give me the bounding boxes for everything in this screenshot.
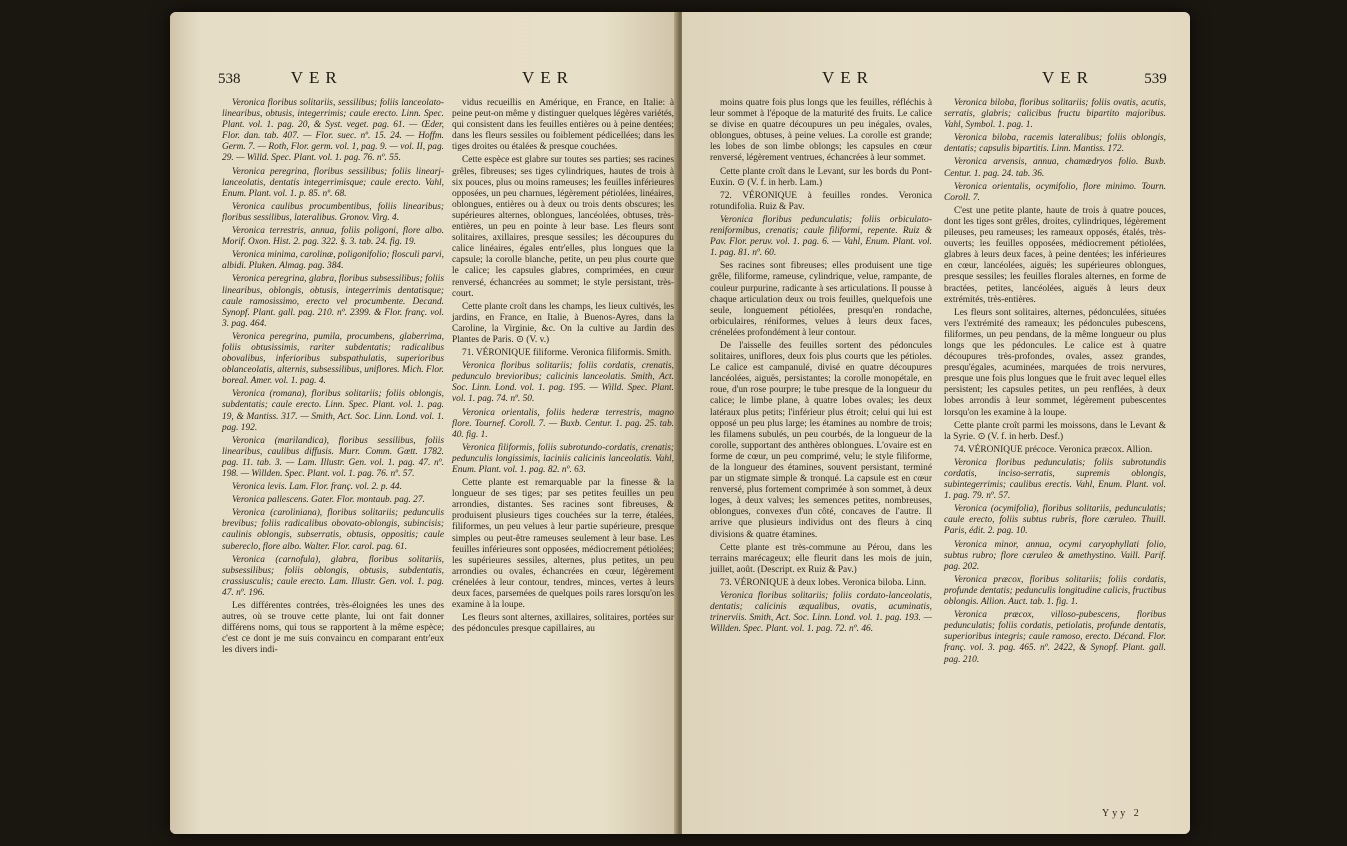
- paragraph: Cette plante croît dans les champs, les lieux cultivés, les jardins, en France, en Italie, à Buenos-Ayres, dans la Caroline, la Virginie, &c. On la cultive au Jardin des Plantes de Paris. ⊙ (V. v.): [452, 301, 674, 345]
- paragraph: Veronica (romana), floribus solitariis; foliis oblongis, subdentatis; caule erecto. Linn. Spec. Plant. vol. 1. pag. 19, & Mantiss. 317. — Smith, Act. Soc. Linn. Lond. vol. 1. pag. 192.: [222, 389, 444, 433]
- paragraph: Cette plante est remarquable par la finesse & la longueur de ses tiges; par ses petites feuilles un peu arrondies, distantes. Ses racines sont fibreuses, & produisent plusieurs tiges couchées sur la terre, étalées, filiformes, un peu velues à leur partie supérieure, presque simples ou peut-être rameuses seulement à leur base. Les feuilles inférieures sont opposées, médiocrement pétiolées; les supérieures sessiles, alternes, plus petites, un peu arrondies ou ovales, échancrées en cœur, légèrement crénelées à leur contour, tendres, minces, vertes à leurs deux faces, parsemées de quelques poils rares lorsqu'on les examine à la loupe.: [452, 478, 674, 611]
- paragraph: Cette plante croît parmi les moissons, dans le Levant & la Syrie. ⊙ (V. f. in herb. Desf.): [944, 420, 1166, 442]
- paragraph: Veronica floribus solitariis; foliis cordato-lanceolatis, dentatis; calicinis æqualibus, ovatis, acuminatis, trinerviis. Smith, Act. Soc. Linn. Lond. vol. 1. pag. 193. — Willden. Spec. Plant. vol. 1. pag. 72. nº. 46.: [710, 591, 932, 635]
- paragraph: Cette plante est très-commune au Pérou, dans les terrains marécageux; elle fleurit dans les mois de juin, juillet, août. (Descript. ex Ruiz & Pav.): [710, 542, 932, 575]
- paragraph: 74. VÉRONIQUE précoce. Veronica præcox. Allion.: [954, 444, 1153, 455]
- paragraph: De l'aisselle des feuilles sortent des pédoncules solitaires, uniflores, deux fois plus courts que les pétioles. Le calice est campanulé, divisé en quatre découpures lancéolées, aiguës, persistantes; la corolle monopétale, en roue, d'un rose pourpre; le tube presque de la longueur du calice; le limbe plane, à quatre lobes ovales; les deux latéraux plus petits; l'inférieur plus étroit; celui qui lui est opposé un peu plus large; les étamines au nombre de trois; les filamens subulés, un peu courbés, de la longueur de la corolle, supportant des anthères oblongues. L'ovaire est en forme de cœur, un peu comprimé, velu; le style filiforme, de la longueur des étamines, souvent persistant, terminé par un stigmate simple & tronqué. La capsule est en cœur renversé, plus fortement comprimée à son sommet, à deux loges, à deux valves; les semences petites, nombreuses, oblongues, convexes d'un côté, concaves de l'autre. Il arrive que plusieurs individus ont des fleurs à cinq divisions & quatre étamines.: [710, 340, 932, 540]
- paragraph: C'est une petite plante, haute de trois à quatre pouces, dont les tiges sont grêles, droites, cylindriques, légèrement pileuses, peu rameuses; les rameaux opposés, étalés, très-ouverts; les feuilles opposées, médiocrement pétiolées, glabres à leurs deux faces, à peine dentées; les inférieures en cœur, lancéolées, aiguës; les supérieures oblongues, presque sessiles; les feuilles florales alternes, en forme de bractées, petites, lancéolées, aiguës à leurs deux extrémités, très-entières.: [944, 205, 1166, 305]
- paragraph: Veronica floribus pedunculatis; foliis orbiculato-reniformibus, crenatis; caule filiformi, repente. Ruiz & Pav. Flor. peruv. vol. 1. pag. 6. — Vahl, Enum. Plant. vol. 1. pag. 81. nº. 60.: [710, 214, 932, 259]
- paragraph: Veronica levis. Lam. Flor. franç. vol. 2. p. 44.: [232, 482, 402, 493]
- paragraph: Veronica biloba, racemis lateralibus; foliis oblongis, dentatis; capsulis bipartitis. Linn. Mantiss. 172.: [944, 133, 1166, 155]
- paragraph: Veronica arvensis, annua, chamædryos folio. Buxb. Centur. 1. pag. 24. tab. 36.: [944, 157, 1166, 179]
- paragraph: Veronica minima, carolinæ, poligonifolio; flosculi parvi, albidi. Pluken. Almag. pag. 384.: [222, 250, 444, 272]
- paragraph: Les fleurs sont alternes, axillaires, solitaires, portées sur des pédoncules presque capillaires, au: [452, 613, 674, 635]
- right-column-2: [944, 98, 1166, 668]
- paragraph: Veronica orientalis, foliis hederæ terrestris, magno flore. Tournef. Coroll. 7. — Buxb. Centur. 1. pag. 25. tab. 40. fig. 1.: [452, 407, 674, 440]
- right-page: [682, 12, 1190, 834]
- running-head-right-1: VER: [822, 68, 874, 87]
- paragraph: Veronica floribus pedunculatis; foliis subrotundis cordatis, inciso-serratis, supremis oblongis, subintegerrimis; caulibus erectis. Vahl, Enum. Plant. vol. 1. pag. 79. nº. 57.: [944, 457, 1166, 502]
- paragraph: Ses racines sont fibreuses; elles produisent une tige grêle, filiforme, rameuse, cylindrique, velue, rampante, de couleur purpurine, radicante à ses articulations. Il pousse à chaque articulation deux ou trois feuilles, quelquefois une seule, longuement pétiolées, presqu'en rondache, orbiculaires, réniformes, velues à leurs deux faces, crénelées profondément à leur contour.: [710, 261, 932, 338]
- left-page: [170, 12, 678, 834]
- paragraph: Veronica caulibus procumbentibus, foliis linearibus; floribus sessilibus, lateralibus. Gronov. Virg. 4.: [222, 201, 444, 223]
- left-page-header: [218, 68, 343, 90]
- paragraph: Veronica minor, annua, ocymi caryophyllati folio, subtus rubro; flore cæruleo & amethystino. Vaill. Parif. pag. 202.: [944, 539, 1166, 572]
- paragraph: 73. VÉRONIQUE à deux lobes. Veronica biloba. Linn.: [720, 577, 927, 588]
- paragraph: Veronica biloba, floribus solitariis; foliis ovatis, acutis, serratis, glabris; calicibus fructu bipartito majoribus. Vahl, Symbol. 1. pag. 1.: [944, 98, 1166, 131]
- paragraph: Les fleurs sont solitaires, alternes, pédonculées, situées vers l'extrémité des rameaux; les pédoncules pubescens, filiformes, un peu pendans, de la même longueur ou plus longs que les pédoncules. Le calice est à quatre découpures très-profondes, ovales, assez grandes, presqu'égales, acuminées, marquées de trois nervures, presque une fois plus longues que le fruit avec lequel elles persistent; les capsules petites, un peu renflées, à deux lobes arrondis à leur sommet, légèrement pubescentes lorsqu'on les examine à la loupe.: [944, 307, 1166, 418]
- page-number-right: 539: [1144, 71, 1167, 87]
- paragraph: Cette espèce est glabre sur toutes ses parties; ses racines grêles, fibreuses; ses tiges cylindriques, hautes de trois à six pouces, plus ou moins rameuses; les feuilles inférieures opposées, un peu charnues, légèrement pétiolées, linéaires, oblongues, entières ou à deux ou trois dents obscures; les supérieures alternes, oblongues, lancéolées, obtuses, très-entières, un peu en pointe à leur base. Les fleurs sont solitaires, axillaires, presque sessiles; les découpures du calice linéaires, égales entr'elles, plus longues que la capsule; la corolle blanche, petite, un peu plus courte que le calice; les capsules glabres, comprimées, en cœur renversé, échancrées au sommet; le style persistant, très-court.: [452, 155, 674, 299]
- paragraph: Veronica (caroliniana), floribus solitariis; pedunculis brevibus; foliis radicalibus obovato-oblongis, subincisis; caulinis oblongis, subserratis, obtusis, oppositis; caule subereclo, flore albo. Walter. Flor. carol. pag. 61.: [222, 508, 444, 552]
- paragraph: Veronica floribus solitariis, sessilibus; foliis lanceolato-linearibus, obtusis, integerrimis; caule erecto. Linn. Spec. Plant. vol. 1. pag. 20, & Syst. veget. pag. 61. — Œder, Flor. dan. tab. 407. — Flor. suec. nº. 15. 24. — Hoffm. Germ. 7. — Roth, Flor. germ. vol. 1, pag. 9. — vol. II, pag. 29. — Willd. Spec. Plant. vol. 1. pag. 76. nº. 55.: [222, 98, 444, 164]
- paragraph: Veronica pallescens. Gater. Flor. montaub. pag. 27.: [232, 495, 425, 506]
- right-page-header: [1042, 68, 1167, 90]
- paragraph: Veronica (marilandica), floribus sessilibus, foliis linearibus, caulibus diffusis. Murr. Comm. Gœtt. 1782. pag. 11. tab. 3. — Lam. Illustr. Gen. vol. 1. pag. 47. nº. 198. — Willden. Spec. Plant. vol. 1. pag. 76. nº. 57.: [222, 435, 444, 479]
- paragraph: moins quatre fois plus longs que les feuilles, réfléchis à leur sommet à l'époque de la maturité des fruits. Le calice se divise en quatre découpures un peu inégales, ovales, oblongues, obtuses, à peine velues. La corolle est grande; les lobes de son limbe oblongs; les capsules en cœur renversé, légèrement ventrues, échancrées à leur sommet.: [710, 98, 932, 164]
- page-number-left: 538: [218, 71, 241, 87]
- paragraph: Veronica peregrina, glabra, floribus subsessilibus; foliis linearibus, oblongis, obtusis, integerrimis dentatisque; caule ramosissimo, erecto vel procumbente. Decand. Synopf. Plant. gall. pag. 210. nº. 2399. & Flor. franç. vol. 3. pag. 464.: [222, 274, 444, 329]
- paragraph: 72. VÉRONIQUE à feuilles rondes. Veronica rotundifolia. Ruiz & Pav.: [710, 190, 932, 212]
- paragraph: Veronica peregrina, pumila, procumbens, glaberrima, foliis obtusissimis, rariter subdentatis; radicalibus obovalibus, inferioribus subspathulatis, superioribus oblanceolatis, alternis, subsessilibus, uniflores. Mich. Flor. boreal. Amer. vol. 1. pag. 4.: [222, 331, 444, 387]
- paragraph: vidus recueillis en Amérique, en France, en Italie: à peine peut-on même y distinguer quelques légères variétés, qui consistent dans les feuilles entières ou à peine dentées; dans les fleurs sessiles ou foiblement pédicellées; dans les tiges droites ou étalées & presque couchées.: [452, 98, 674, 153]
- right-column-1: [710, 98, 932, 637]
- paragraph: Veronica (carnofula), glabra, floribus solitariis, subsessilibus; foliis oblongis, obtusis, subdentatis, crassiusculis; caule erecto. Lam. Illustr. Gen. vol. 1. pag. 47. nº. 196.: [222, 554, 444, 598]
- paragraph: Les différentes contrées, très-éloignées les unes des autres, où se trouve cette plante, lui ont fait donner différens noms, qui tous se rapportent à la même espèce; c'est ce dont je me suis convaincu en comparant entr'eux les divers indi-: [222, 601, 444, 656]
- paragraph: Veronica præcox, villoso-pubescens, floribus pedunculatis; foliis cordatis, petiolatis, profunde dentatis, superioribus integris; caule ramoso, erecto. Décand. Flor. franç. vol. 3. pag. 465. nº. 2422, & Synopf. Plant. gall. pag. 210.: [944, 610, 1166, 665]
- paragraph: Cette plante croît dans le Levant, sur les bords du Pont-Euxin. ⊙ (V. f. in herb. Lam.): [710, 166, 932, 188]
- left-column-1: [222, 98, 444, 659]
- paragraph: Veronica terrestris, annua, foliis poligoni, flore albo. Morif. Oxon. Hist. 2. pag. 322. §. 3. tab. 24. fig. 19.: [222, 226, 444, 248]
- paragraph: Veronica præcox, floribus solitariis; foliis cordatis, profunde dentatis; pedunculis longitudine calicis, fructibus oblongis. Allion. Auct. tab. 1. fig. 1.: [944, 574, 1166, 608]
- signature-mark: Yyy 2: [1102, 808, 1142, 819]
- paragraph: Veronica filiformis, foliis subrotundo-cordatis, crenatis; pedunculis longissimis, laciniis calicinis lanceolatis. Vahl, Enum. Plant. vol. 1. pag. 82. nº. 63.: [452, 442, 674, 475]
- paragraph: Veronica floribus solitariis; foliis cordatis, crenatis, pedunculo brevioribus; calicinis lanceolatis. Smith, Act. Soc. Linn. Lond. vol. 1. pag. 195. — Willd. Spec. Plant. vol. 1. pag. 74. nº. 50.: [452, 361, 674, 405]
- paragraph: Veronica orientalis, ocymifolio, flore minimo. Tourn. Coroll. 7.: [944, 181, 1166, 203]
- left-column-2: [452, 98, 674, 637]
- paragraph: Veronica (ocymifolia), floribus solitariis, pedunculatis; caule erecto, foliis subtus rubris, flore cæruleo. Thuill. Paris, édit. 2. pag. 10.: [944, 504, 1166, 537]
- running-head-right-2: VER: [1042, 68, 1094, 87]
- paragraph: Veronica peregrina, floribus sessilibus; foliis linearj-lanceolatis, dentatis integerrimisque; caule erecto. Vahl, Enum. Plant. vol. 1. p. 85. nº. 68.: [222, 166, 444, 199]
- running-head-left-1: VER: [290, 68, 343, 87]
- paragraph: 71. VÉRONIQUE filiforme. Veronica filiformis. Smith.: [462, 348, 672, 359]
- open-book: [170, 12, 1190, 834]
- running-head-left-2: VER: [522, 68, 574, 87]
